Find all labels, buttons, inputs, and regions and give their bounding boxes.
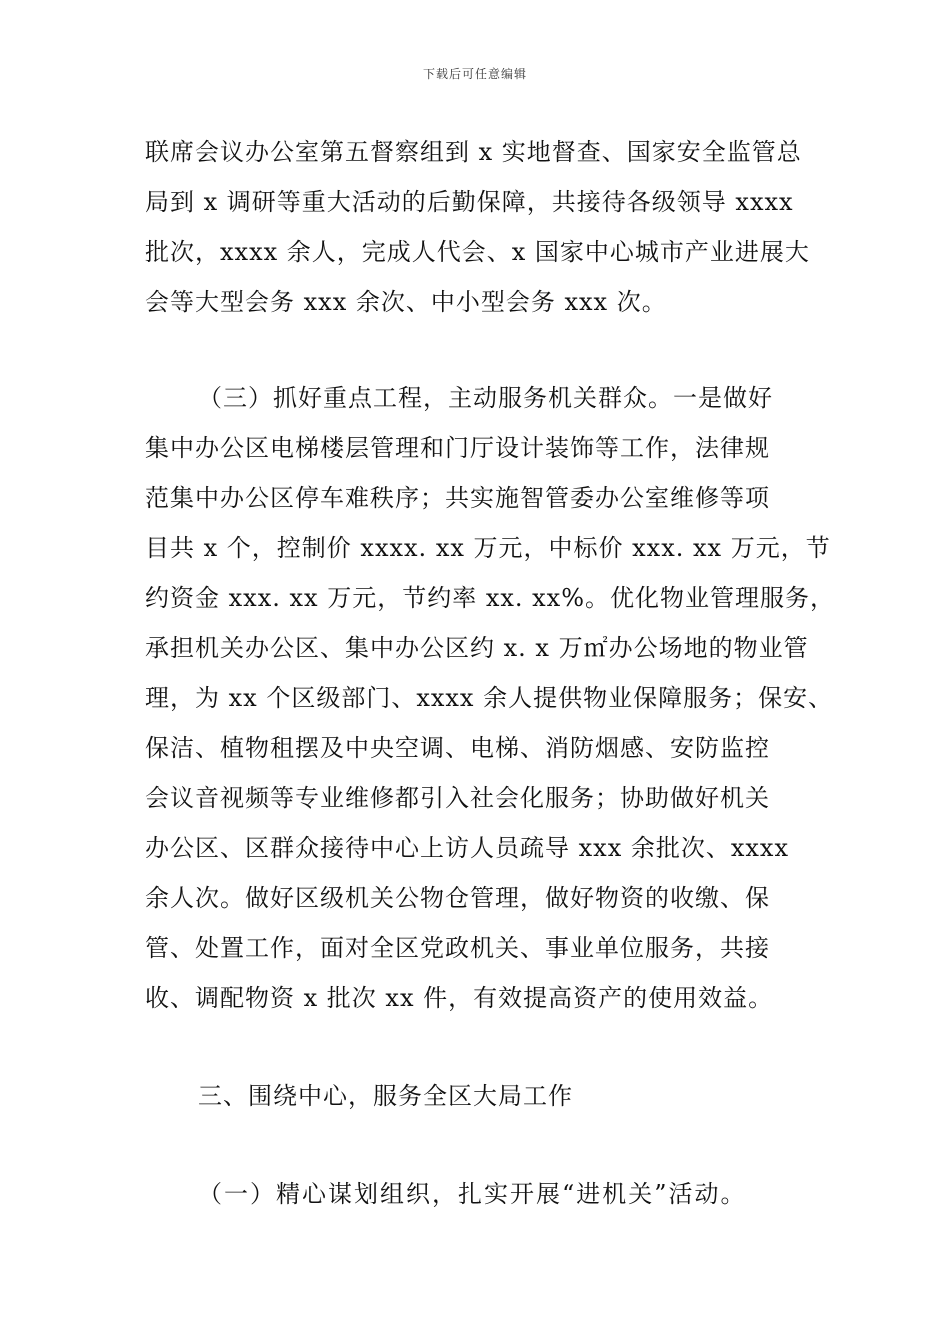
paragraph-line: （三）抓好重点工程，主动服务机关群众。一是做好 <box>198 384 773 412</box>
paragraph-line: 余人次。做好区级机关公物仓管理，做好物资的收缴、保 <box>145 884 770 912</box>
paragraph-line: 收、调配物资 x 批次 xx 件，有效提高资产的使用效益。 <box>145 984 774 1012</box>
paragraph-line: 理，为 xx 个区级部门、xxxx 余人提供物业保障服务；保安、 <box>145 684 834 712</box>
paragraph-line: 集中办公区电梯楼层管理和门厅设计装饰等工作，法律规 <box>145 434 770 462</box>
paragraph-line: 范集中办公区停车难秩序；共实施智管委办公室维修等项 <box>145 484 770 512</box>
paragraph-line: 局到 x 调研等重大活动的后勤保障，共接待各级领导 xxxx <box>145 188 794 216</box>
paragraph-line: 会等大型会务 xxx 余次、中小型会务 xxx 次。 <box>145 288 667 316</box>
paragraph-line: 会议音视频等专业维修都引入社会化服务；协助做好机关 <box>145 784 770 812</box>
section-heading: 三、围绕中心，服务全区大局工作 <box>198 1082 573 1110</box>
paragraph-line: 目共 x 个，控制价 xxxx. xx 万元，中标价 xxx. xx 万元，节 <box>145 534 831 562</box>
paragraph-line: 约资金 xxx. xx 万元，节约率 xx. xx%。优化物业管理服务， <box>145 584 836 612</box>
paragraph-line: 联席会议办公室第五督察组到 x 实地督查、国家安全监管总 <box>145 138 802 166</box>
paragraph-line: 管、处置工作，面对全区党政机关、事业单位服务，共接 <box>145 934 770 962</box>
paragraph-line: 承担机关办公区、集中办公区约 x. x 万㎡办公场地的物业管 <box>145 634 809 662</box>
page-header: 下载后可任意编辑 <box>422 67 527 81</box>
paragraph-line: 办公区、区群众接待中心上访人员疏导 xxx 余批次、xxxx <box>145 834 790 862</box>
paragraph-line: 批次，xxxx 余人，完成人代会、x 国家中心城市产业进展大 <box>145 238 810 266</box>
paragraph-line: 保洁、植物租摆及中央空调、电梯、消防烟感、安防监控 <box>145 734 770 762</box>
paragraph-line: （一）精心谋划组织，扎实开展“进机关”活动。 <box>198 1180 747 1208</box>
